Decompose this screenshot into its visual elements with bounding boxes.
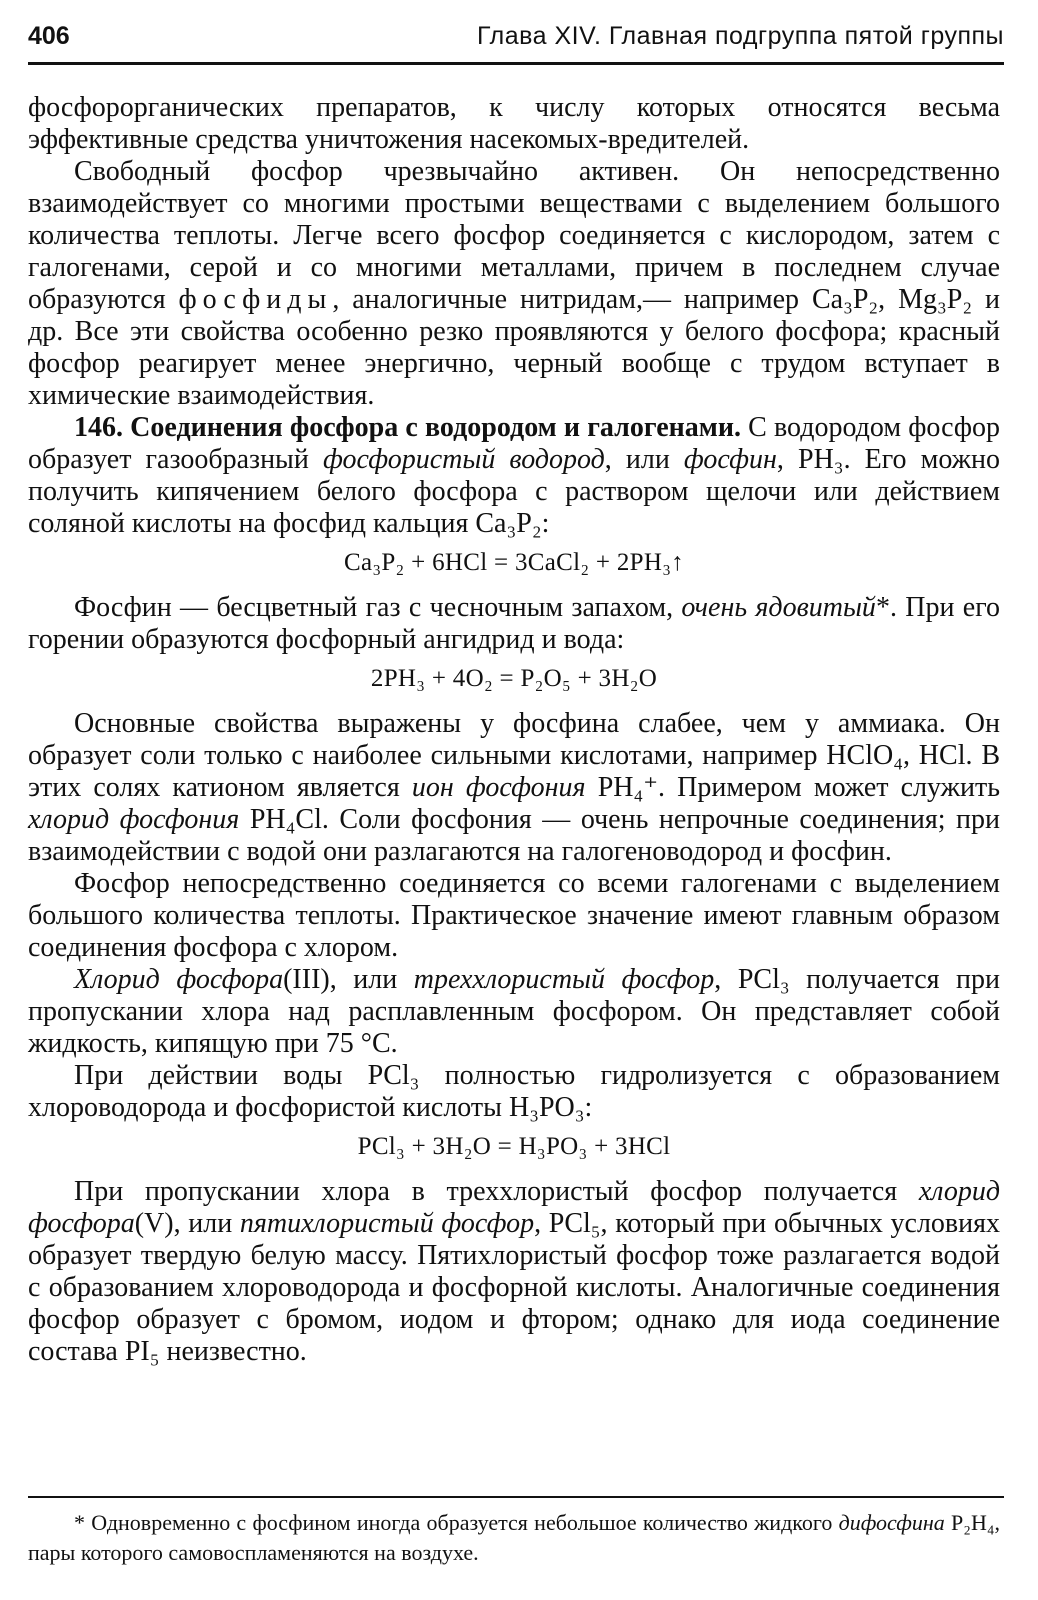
paragraph-7: Хлорид фосфора(III), или треххлористый фосфор, PCl₃ получается при пропускании хлора над расплавленным фосфором. Он представляет собой жидкость, кипящую при 75 °C.	[28, 964, 1001, 1059]
paragraph-5: Основные свойства выражены у фосфина слабее, чем у аммиака. Он образует соли только с наиболее сильными кислотами, например HClO₄, HCl. В этих солях катионом является ион фосфония PH₄⁺. Примером может служить хлорид фосфония PH₄Cl. Соли фосфония — очень непрочные соединения; при взаимодействии с водой они разлагаются на галогеноводород и фосфин.	[28, 708, 1001, 867]
term-phosphorous-hydrogen: фосфористый водород	[322, 444, 605, 475]
body-text	[28, 92, 1000, 1368]
term-diphosphine: дифосфина	[838, 1510, 945, 1535]
running-header	[28, 22, 1004, 56]
term-phosphorus-chloride-v: хлорид фосфора	[28, 1176, 1001, 1239]
term-phosphorus-pentachloride: пятихлористый фосфор	[239, 1208, 535, 1239]
section-146: 146. Соединения фосфора с водородом и галогенами. С водородом фосфор образует газообразный фосфористый водород, или фосфин, PH₃. Его можно получить кипячением белого фосфора с раствором щелочи или действием соляной кислоты на фосфид кальция Ca₃P₂:	[28, 412, 1000, 539]
term-phosphorus-trichloride: треххлористый фосфор	[413, 964, 715, 995]
term-phosphine: фосфин	[683, 444, 777, 475]
paragraph-8: При действии воды PCl₃ полностью гидролизуется с образованием хлороводорода и фосфористой кислоты H₃PO₃:	[28, 1060, 1000, 1123]
equation-3: PCl₃ + 3H₂O = H₃PO₃ + 3HCl	[357, 1133, 671, 1160]
paragraph-1: фосфорорганических препаратов, к числу которых относятся весьма эффективные средства уничтожения насекомых-вредителей.	[28, 92, 1000, 155]
page-number: 406	[28, 22, 70, 50]
term-phosphonium-ion: ион фосфония	[411, 772, 586, 803]
footnote: * Одновременно с фосфином иногда образуется небольшое количество жидкого дифосфина P₂H₄, пары которого самовоспламеняются на воздухе.	[28, 1510, 1001, 1565]
paragraph-4: Фосфин — бесцветный газ с чесночным запахом, очень ядовитый*. При его горении образуются фосфорный ангидрид и вода:	[28, 592, 1000, 655]
equation-1: Ca₃P₂ + 6HCl = 3CaCl₂ + 2PH₃↑	[343, 549, 685, 576]
paragraph-9: При пропускании хлора в треххлористый фосфор получается хлорид фосфора(V), или пятихлористый фосфор, PCl₅, который при обычных условиях образует твердую белую массу. Пятихлористый фосфор тоже разлагается водой с образованием хлороводорода и фосфорной кислоты. Аналогичные соединения фосфор образует с бромом, иодом и фтором; однако для иода соединение состава PI₅ неизвестно.	[28, 1176, 1001, 1367]
header-rule	[28, 62, 1004, 65]
paragraph-6: Фосфор непосредственно соединяется со всеми галогенами с выделением большого количества теплоты. Практическое значение имеют главным образом соединения фосфора с хлором.	[28, 868, 1000, 963]
equation-2: 2PH₃ + 4O₂ = P₂O₅ + 3H₂O	[370, 665, 658, 692]
paragraph-2: Свободный фосфор чрезвычайно активен. Он непосредственно взаимодействует со многими простыми веществами с выделением большого количества теплоты. Легче всего фосфор соединяется с кислородом, затем с галогенами, серой и со многими металлами, причем в последнем случае образуются фосфиды, аналогичные нитридам,— например Ca₃P₂, Mg₃P₂ и др. Все эти свойства особенно резко проявляются у белого фосфора; красный фосфор реагирует менее энергично, черный вообще с трудом вступает в химические взаимодействия.	[28, 156, 1001, 411]
section-heading: 146. Соединения фосфора с водородом и галогенами.	[74, 412, 741, 443]
term-phosphonium-chloride: хлорид фосфония	[28, 804, 240, 835]
term-very-poisonous: очень ядовитый	[681, 592, 876, 623]
footnote-rule	[28, 1496, 1004, 1498]
term-phosphorus-chloride-iii: Хлорид фосфора	[74, 964, 284, 995]
running-title: Глава XIV. Главная подгруппа пятой группы	[477, 22, 1004, 50]
term-phosphides: фосфиды	[178, 284, 333, 315]
